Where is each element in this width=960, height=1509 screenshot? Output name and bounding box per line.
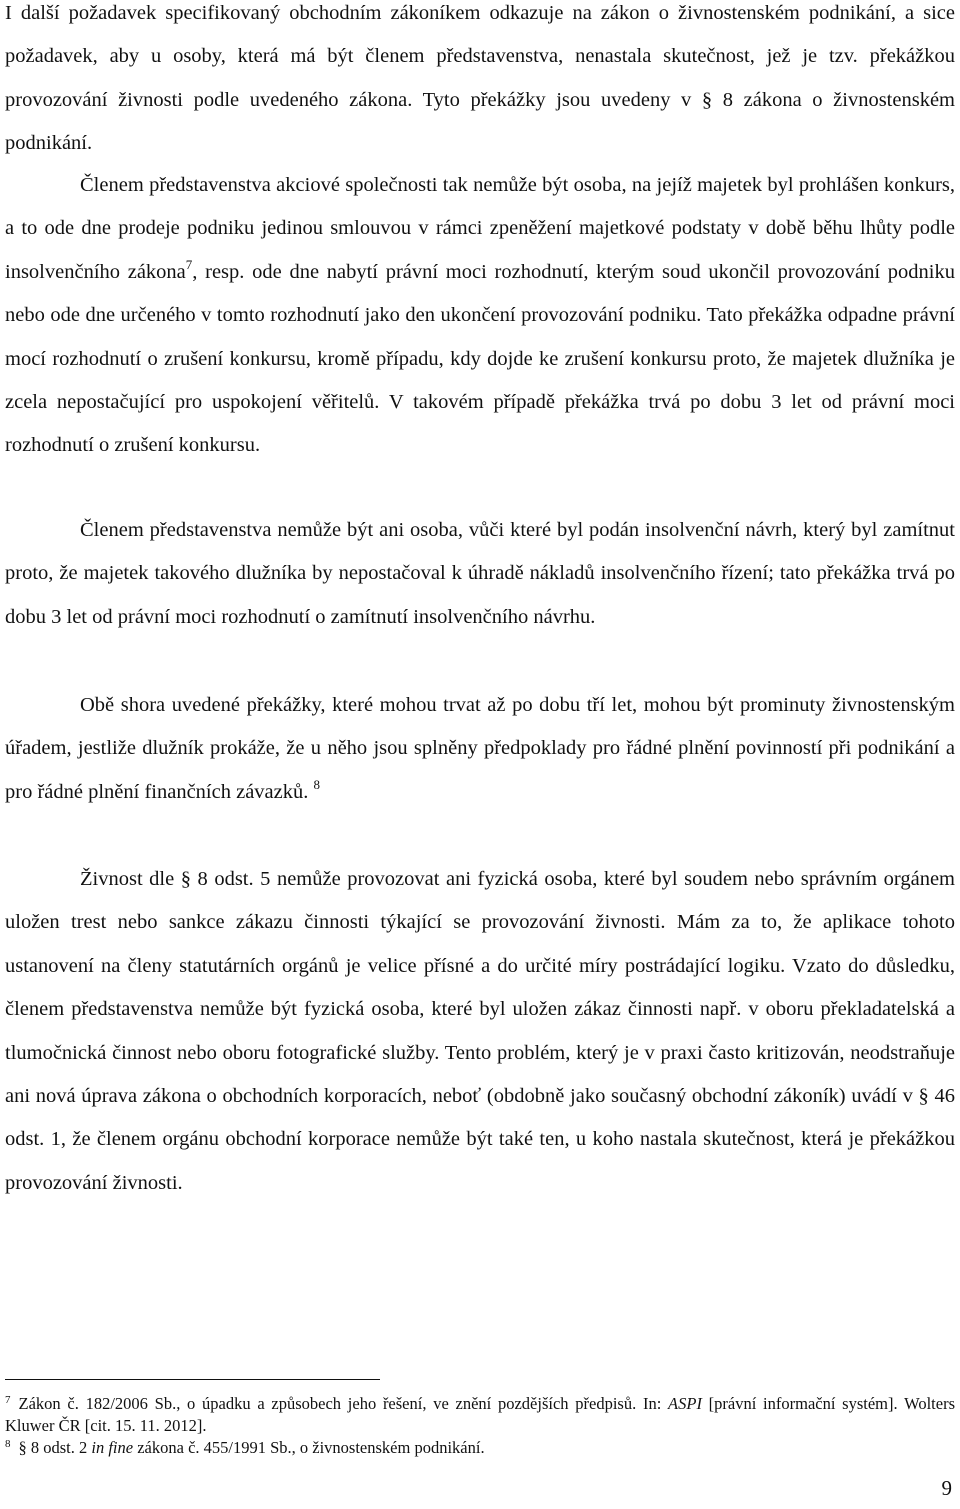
footnote-ref-7[interactable]: 7: [185, 256, 193, 272]
footnote-8-mark: 8: [5, 1438, 11, 1450]
paragraph-2-text-b: , resp. ode dne nabytí právní moci rozhodnutí, kterým soud ukončil provozování podniku nebo ode dne určeného v tomto rozhodnutí jako den ukončení provozování podniku. Tato překážka odpadne právní mocí rozhodnutí o zrušení konkursu, kromě případu, kdy dojde ke zrušení konkursu proto, že majetek dlužníka je zcela nepostačující pro uspokojení věřitelů. V takovém případě překážka trvá po dobu 3 let od právní moci rozhodnutí o zrušení konkursu.: [5, 260, 955, 457]
paragraph-3: [5, 509, 955, 639]
paragraph-2-text-a: Členem představenstva akciové společnosti tak nemůže být osoba, na jejíž majetek byl prohlášen konkurs, a to ode dne prodeje podniku jedinou smlouvou v rámci zpeněžení majetkové podstaty v době běhu lhůty podle insolvenčního zákona: [5, 174, 955, 283]
paragraph-4: [5, 684, 955, 814]
paragraph-4-text: Obě shora uvedené překážky, které mohou trvat až po dobu tří let, mohou být prominuty živnostenským úřadem, jestliže dlužník prokáže, že u něho jsou splněny předpoklady pro řádné plnění povinností při podnikání a pro řádné plnění finančních závazků.: [5, 694, 955, 803]
footnote-7-italic: ASPI: [668, 1394, 702, 1413]
footnote-7-mark: 7: [5, 1394, 11, 1406]
footnote-8: [5, 1437, 955, 1459]
page-number: 9: [941, 1476, 952, 1500]
footnote-7: [5, 1393, 955, 1437]
footnote-ref-8[interactable]: 8: [313, 776, 321, 792]
footnote-7-text-a: Zákon č. 182/2006 Sb., o úpadku a způsobech jeho řešení, ve znění pozdějších předpisů. In:: [18, 1394, 669, 1413]
footnote-8-italic: in fine: [91, 1438, 134, 1457]
paragraph-3-text: Členem představenstva nemůže být ani osoba, vůči které byl podán insolvenční návrh, který byl zamítnut proto, že majetek takového dlužníka by nepostačoval k úhradě nákladů insolvenčního řízení; tato překážka trvá po dobu 3 let od právní moci rozhodnutí o zamítnutí insolvenčního návrhu.: [5, 519, 955, 628]
footnote-separator: [5, 1379, 380, 1380]
footnotes: [5, 1393, 955, 1459]
footnote-7-text-b: [právní informační systém]. Wolters Kluwer ČR [cit. 15. 11. 2012].: [5, 1394, 955, 1435]
paragraph-5-text: Živnost dle § 8 odst. 5 nemůže provozovat ani fyzická osoba, které byl soudem nebo správním orgánem uložen trest nebo sankce zákazu činnosti týkající se provozování živnosti. Mám za to, že aplikace tohoto ustanovení na členy statutárních orgánů je velice přísné a do určité míry postrádající logiku. Vzato do důsledku, členem představenstva nemůže být fyzická osoba, které byl uložen zákaz činnosti např. v oboru překladatelská a tlumočnická činnost nebo oboru fotografické služby. Tento problém, který je v praxi často kritizován, neodstraňuje ani nová úprava zákona o obchodních korporacích, neboť (obdobně jako současný obchodní zákoník) uvádí v § 46 odst. 1, že členem orgánu obchodní korporace nemůže být také ten, u koho nastala skutečnost, která je překážkou provozování živnosti.: [5, 868, 955, 1194]
paragraph-2: [5, 164, 955, 468]
footnote-8-text-b: zákona č. 455/1991 Sb., o živnostenském podnikání.: [133, 1438, 485, 1457]
footnote-8-text-a: § 8 odst. 2: [18, 1438, 92, 1457]
paragraph-5: [5, 858, 955, 1205]
paragraph-1: [5, 0, 955, 166]
paragraph-1-text: I další požadavek specifikovaný obchodním zákoníkem odkazuje na zákon o živnostenském podnikání, a sice požadavek, aby u osoby, která má být členem představenstva, nenastala skutečnost, jež je tzv. překážkou provozování živnosti podle uvedeného zákona. Tyto překážky jsou uvedeny v § 8 zákona o živnostenském podnikání.: [5, 2, 955, 155]
